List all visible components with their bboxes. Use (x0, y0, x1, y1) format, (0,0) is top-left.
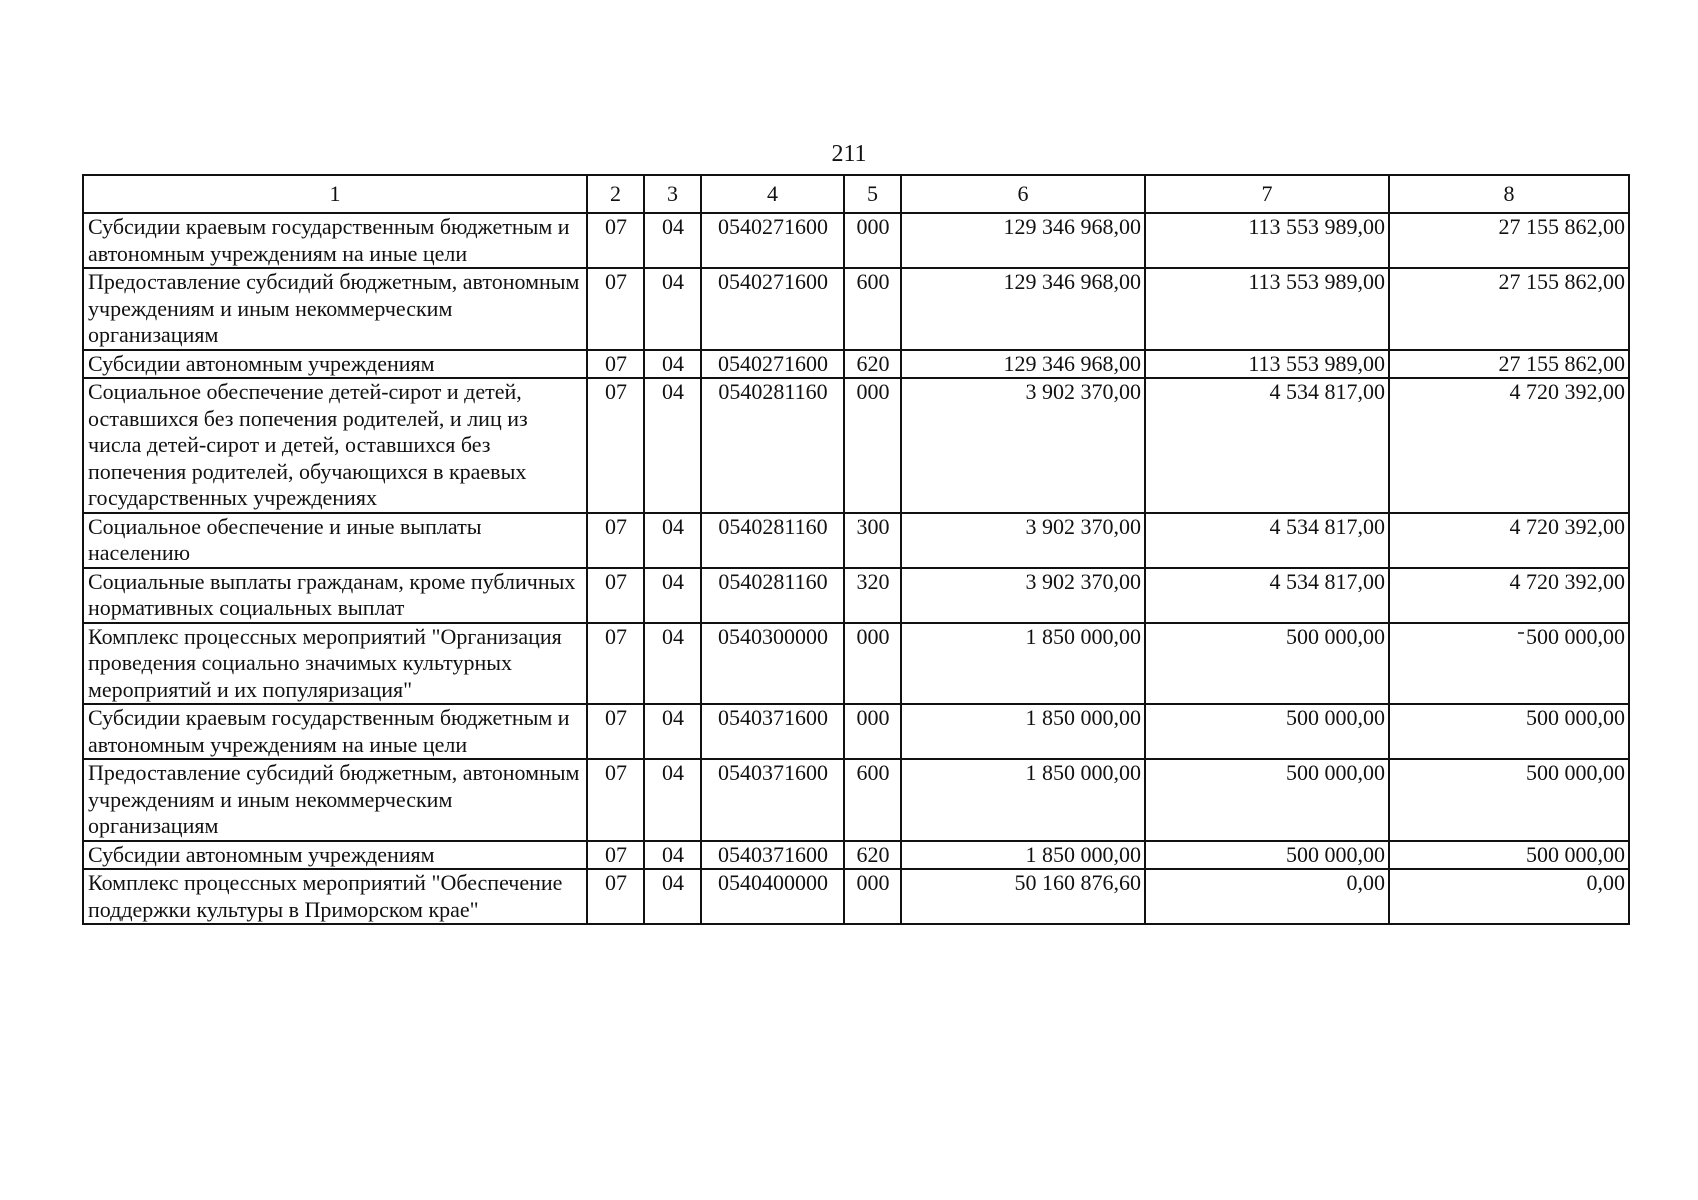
row-name: Комплекс процессных мероприятий "Обеспечение поддержки культуры в Приморском крае" (83, 869, 587, 924)
row-amount-8: 27 155 862,00 (1389, 213, 1629, 268)
header-col-4: 4 (701, 175, 844, 213)
row-amount-8: 27 155 862,00 (1389, 268, 1629, 350)
table-row (83, 623, 1629, 705)
row-amount-7: 500 000,00 (1145, 841, 1389, 870)
row-amount-8: 27 155 862,00 (1389, 350, 1629, 379)
scan-mark (1518, 632, 1524, 634)
row-subsection: 04 (644, 350, 701, 379)
row-amount-6: 1 850 000,00 (901, 704, 1145, 759)
row-amount-7: 113 553 989,00 (1145, 268, 1389, 350)
row-target: 0540271600 (701, 268, 844, 350)
row-subsection: 04 (644, 568, 701, 623)
header-col-1: 1 (83, 175, 587, 213)
row-amount-7: 0,00 (1145, 869, 1389, 924)
row-subsection: 04 (644, 623, 701, 705)
row-amount-6: 3 902 370,00 (901, 568, 1145, 623)
row-subsection: 04 (644, 704, 701, 759)
row-section: 07 (587, 623, 644, 705)
row-section: 07 (587, 704, 644, 759)
row-amount-7: 113 553 989,00 (1145, 350, 1389, 379)
row-amount-7: 4 534 817,00 (1145, 378, 1389, 513)
page-number: 211 (831, 141, 867, 167)
row-section: 07 (587, 759, 644, 841)
row-name: Предоставление субсидий бюджетным, автономным учреждениям и иным некоммерческим организациям (83, 759, 587, 841)
row-section: 07 (587, 513, 644, 568)
table-row (83, 704, 1629, 759)
row-type: 000 (844, 869, 901, 924)
row-target: 0540281160 (701, 568, 844, 623)
header-col-5: 5 (844, 175, 901, 213)
row-section: 07 (587, 378, 644, 513)
row-section: 07 (587, 841, 644, 870)
table-row (83, 350, 1629, 379)
row-amount-6: 1 850 000,00 (901, 623, 1145, 705)
row-subsection: 04 (644, 841, 701, 870)
row-type: 000 (844, 623, 901, 705)
header-col-2: 2 (587, 175, 644, 213)
row-name: Социальное обеспечение и иные выплаты населению (83, 513, 587, 568)
budget-table (82, 174, 1630, 925)
row-amount-7: 500 000,00 (1145, 759, 1389, 841)
row-section: 07 (587, 869, 644, 924)
table-row (83, 759, 1629, 841)
row-amount-6: 3 902 370,00 (901, 513, 1145, 568)
row-subsection: 04 (644, 213, 701, 268)
row-name: Субсидии автономным учреждениям (83, 350, 587, 379)
row-section: 07 (587, 568, 644, 623)
row-subsection: 04 (644, 759, 701, 841)
row-amount-8: 4 720 392,00 (1389, 513, 1629, 568)
row-name: Комплекс процессных мероприятий "Организация проведения социально значимых культурных мероприятий и их популяризация" (83, 623, 587, 705)
header-col-3: 3 (644, 175, 701, 213)
table-row (83, 568, 1629, 623)
row-amount-7: 500 000,00 (1145, 623, 1389, 705)
row-subsection: 04 (644, 869, 701, 924)
row-type: 000 (844, 704, 901, 759)
row-amount-6: 129 346 968,00 (901, 213, 1145, 268)
header-col-8: 8 (1389, 175, 1629, 213)
row-name: Социальное обеспечение детей-сирот и детей, оставшихся без попечения родителей, и лиц из числа детей-сирот и детей, оставшихся без попечения родителей, обучающихся в краевых государственных учреждениях (83, 378, 587, 513)
table-row (83, 378, 1629, 513)
row-subsection: 04 (644, 513, 701, 568)
row-amount-8 (1389, 623, 1629, 705)
row-type: 600 (844, 759, 901, 841)
row-subsection: 04 (644, 268, 701, 350)
row-target: 0540400000 (701, 869, 844, 924)
row-amount-6: 1 850 000,00 (901, 759, 1145, 841)
row-target: 0540371600 (701, 704, 844, 759)
row-amount-6: 1 850 000,00 (901, 841, 1145, 870)
row-section: 07 (587, 213, 644, 268)
row-type: 000 (844, 378, 901, 513)
row-type: 320 (844, 568, 901, 623)
row-name: Социальные выплаты гражданам, кроме публичных нормативных социальных выплат (83, 568, 587, 623)
row-name: Субсидии краевым государственным бюджетным и автономным учреждениям на иные цели (83, 704, 587, 759)
row-amount-6: 129 346 968,00 (901, 268, 1145, 350)
table-row (83, 213, 1629, 268)
row-target: 0540271600 (701, 213, 844, 268)
header-col-6: 6 (901, 175, 1145, 213)
row-target: 0540271600 (701, 350, 844, 379)
table-row (83, 268, 1629, 350)
row-amount-8: 500 000,00 (1389, 841, 1629, 870)
row-amount-6: 129 346 968,00 (901, 350, 1145, 379)
header-row (83, 175, 1629, 213)
row-type: 620 (844, 841, 901, 870)
row-amount-7: 113 553 989,00 (1145, 213, 1389, 268)
row-section: 07 (587, 350, 644, 379)
row-amount-7: 4 534 817,00 (1145, 513, 1389, 568)
row-target: 0540371600 (701, 759, 844, 841)
row-amount-7: 500 000,00 (1145, 704, 1389, 759)
row-amount-6: 3 902 370,00 (901, 378, 1145, 513)
row-section: 07 (587, 268, 644, 350)
row-name: Субсидии краевым государственным бюджетным и автономным учреждениям на иные цели (83, 213, 587, 268)
row-target: 0540281160 (701, 513, 844, 568)
table-row (83, 869, 1629, 924)
row-amount-7: 4 534 817,00 (1145, 568, 1389, 623)
row-amount-8: 4 720 392,00 (1389, 568, 1629, 623)
row-amount-8: 0,00 (1389, 869, 1629, 924)
row-target: 0540300000 (701, 623, 844, 705)
row-amount-8-value: 500 000,00 (1526, 623, 1625, 649)
row-name: Субсидии автономным учреждениям (83, 841, 587, 870)
row-amount-8: 4 720 392,00 (1389, 378, 1629, 513)
row-amount-8: 500 000,00 (1389, 704, 1629, 759)
row-subsection: 04 (644, 378, 701, 513)
row-type: 300 (844, 513, 901, 568)
row-target: 0540371600 (701, 841, 844, 870)
row-type: 620 (844, 350, 901, 379)
row-target: 0540281160 (701, 378, 844, 513)
row-type: 600 (844, 268, 901, 350)
row-amount-8: 500 000,00 (1389, 759, 1629, 841)
table-row (83, 513, 1629, 568)
table-row (83, 841, 1629, 870)
header-col-7: 7 (1145, 175, 1389, 213)
row-name: Предоставление субсидий бюджетным, автономным учреждениям и иным некоммерческим организациям (83, 268, 587, 350)
row-amount-6: 50 160 876,60 (901, 869, 1145, 924)
row-type: 000 (844, 213, 901, 268)
